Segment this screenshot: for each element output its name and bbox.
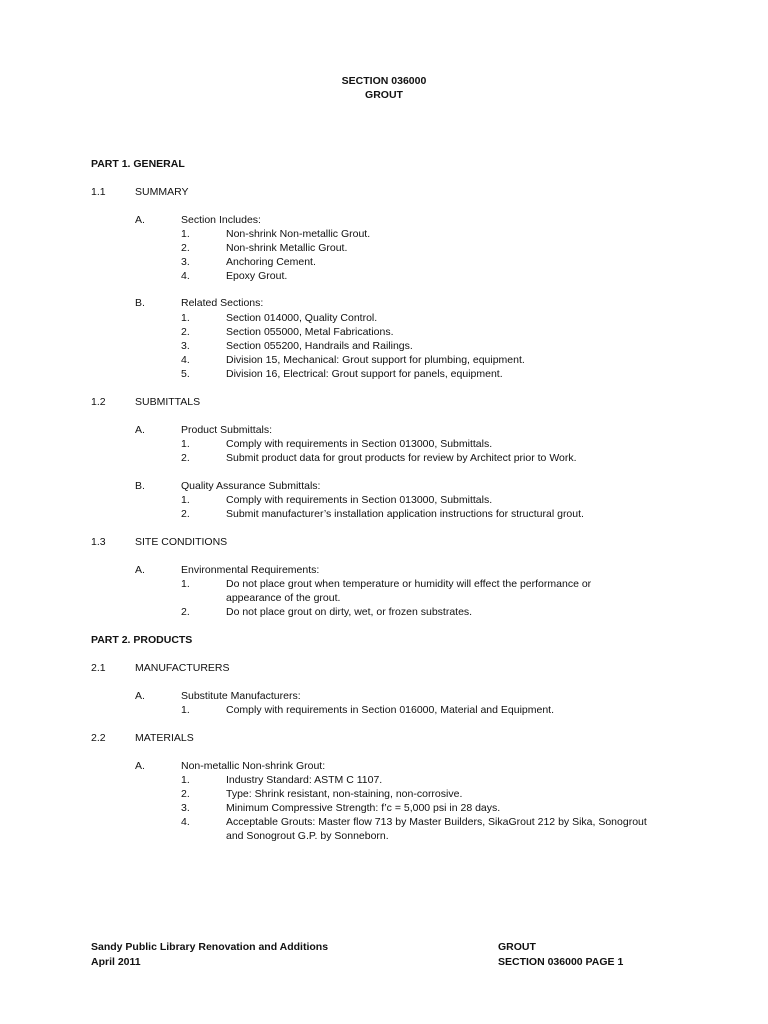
footer-page: SECTION 036000 PAGE 1 xyxy=(498,956,624,968)
article-number: 1.3 xyxy=(91,536,106,548)
item-text: Section 055000, Metal Fabrications. xyxy=(226,326,394,338)
item-text: Do not place grout when temperature or humidity will effect the performance or xyxy=(226,578,592,590)
item-text: Comply with requirements in Section 013000, Submittals. xyxy=(226,494,493,506)
item-number: 1. xyxy=(181,704,190,716)
paragraph-letter: A. xyxy=(135,760,145,772)
item-number: 4. xyxy=(181,270,190,282)
article-title: SUMMARY xyxy=(135,186,189,198)
paragraph-letter: A. xyxy=(135,424,145,436)
paragraph-letter: B. xyxy=(135,480,145,492)
item-number: 2. xyxy=(181,452,190,464)
item-text: Acceptable Grouts: Master flow 713 by Master Builders, SikaGrout 212 by Sika, Sonogrout xyxy=(226,816,647,828)
paragraph-label: Related Sections: xyxy=(181,297,264,309)
paragraph-label: Environmental Requirements: xyxy=(181,564,320,576)
article-title: SITE CONDITIONS xyxy=(135,536,228,548)
item-text: Type: Shrink resistant, non-staining, non-corrosive. xyxy=(226,788,463,800)
item-text: Section 014000, Quality Control. xyxy=(226,312,378,324)
footer-project: Sandy Public Library Renovation and Additions xyxy=(91,941,329,953)
paragraph-letter: A. xyxy=(135,214,145,226)
paragraph-label: Quality Assurance Submittals: xyxy=(181,480,321,492)
item-number: 2. xyxy=(181,326,190,338)
article-title: MANUFACTURERS xyxy=(135,662,230,674)
item-text: Non-shrink Non-metallic Grout. xyxy=(226,228,371,240)
item-number: 1. xyxy=(181,774,190,786)
article-number: 1.2 xyxy=(91,396,106,408)
item-text: Submit product data for grout products for review by Architect prior to Work. xyxy=(226,452,577,464)
item-text: Division 15, Mechanical: Grout support for plumbing, equipment. xyxy=(226,354,525,366)
paragraph-label: Substitute Manufacturers: xyxy=(181,690,301,702)
item-text: Comply with requirements in Section 013000, Submittals. xyxy=(226,438,493,450)
item-number: 1. xyxy=(181,438,190,450)
item-text: Non-shrink Metallic Grout. xyxy=(226,242,348,254)
paragraph-letter: A. xyxy=(135,690,145,702)
item-text: Industry Standard: ASTM C 1107. xyxy=(226,774,383,786)
item-number: 2. xyxy=(181,606,190,618)
item-number: 3. xyxy=(181,340,190,352)
item-number: 1. xyxy=(181,578,190,590)
paragraph-label: Non-metallic Non-shrink Grout: xyxy=(181,760,326,772)
item-number: 1. xyxy=(181,494,190,506)
item-number: 5. xyxy=(181,368,190,380)
item-text-continued: appearance of the grout. xyxy=(226,592,341,604)
paragraph-label: Section Includes: xyxy=(181,214,261,226)
item-number: 2. xyxy=(181,508,190,520)
footer-date: April 2011 xyxy=(91,956,141,968)
part1-heading: PART 1. GENERAL xyxy=(91,158,185,170)
item-number: 3. xyxy=(181,256,190,268)
article-title: SUBMITTALS xyxy=(135,396,201,408)
item-text: Comply with requirements in Section 016000, Material and Equipment. xyxy=(226,704,555,716)
item-text: Submit manufacturer’s installation application instructions for structural grout. xyxy=(226,508,584,520)
item-text-continued: and Sonogrout G.P. by Sonneborn. xyxy=(226,830,389,842)
article-number: 1.1 xyxy=(91,186,106,198)
item-number: 4. xyxy=(181,816,190,828)
article-title: MATERIALS xyxy=(135,732,194,744)
item-number: 2. xyxy=(181,242,190,254)
section-title: GROUT xyxy=(365,89,403,101)
part2-heading: PART 2. PRODUCTS xyxy=(91,634,193,646)
item-number: 1. xyxy=(181,312,190,324)
section-number: SECTION 036000 xyxy=(341,75,427,87)
item-text: Epoxy Grout. xyxy=(226,270,288,282)
item-text: Do not place grout on dirty, wet, or frozen substrates. xyxy=(226,606,473,618)
article-number: 2.2 xyxy=(91,732,106,744)
item-number: 4. xyxy=(181,354,190,366)
paragraph-letter: B. xyxy=(135,297,145,309)
paragraph-label: Product Submittals: xyxy=(181,424,273,436)
paragraph-letter: A. xyxy=(135,564,145,576)
item-text: Division 16, Electrical: Grout support for panels, equipment. xyxy=(226,368,503,380)
item-number: 1. xyxy=(181,228,190,240)
footer-title: GROUT xyxy=(498,941,536,953)
item-number: 3. xyxy=(181,802,190,814)
item-text: Minimum Compressive Strength: f’c = 5,000 psi in 28 days. xyxy=(226,802,501,814)
article-number: 2.1 xyxy=(91,662,106,674)
item-text: Anchoring Cement. xyxy=(226,256,316,268)
item-number: 2. xyxy=(181,788,190,800)
item-text: Section 055200, Handrails and Railings. xyxy=(226,340,413,352)
